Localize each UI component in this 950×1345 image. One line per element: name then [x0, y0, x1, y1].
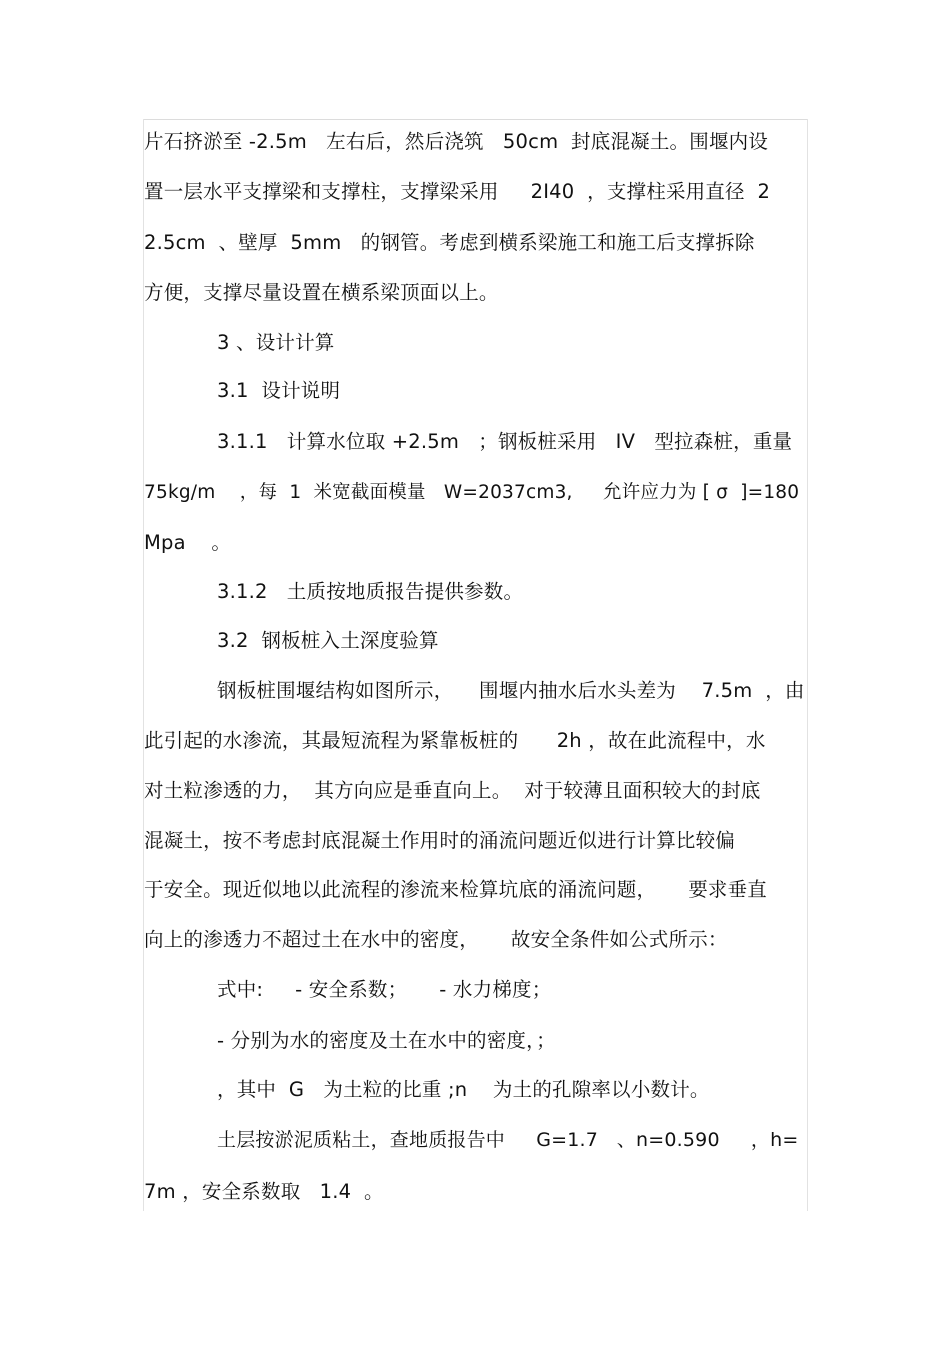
- text-line: ，其中 G 为土粒的比重 ;n 为土的孔隙率以小数计。: [217, 1078, 710, 1101]
- text-line: 置一层水平支撑梁和支撑柱，支撑梁采用 2I40 ，支撑柱采用直径 2: [144, 180, 771, 203]
- text-line: Mpa 。: [144, 531, 232, 554]
- subsection-heading: 3.1 设计说明: [217, 379, 341, 402]
- text-line: 3.1.2 土质按地质报告提供参数。: [217, 580, 524, 603]
- text-line: 75kg/m ，每 1 米宽截面模量 W=2037cm3, 允许应力为 [ σ ]=180: [144, 482, 800, 503]
- page-border-right: [807, 119, 808, 1211]
- text-line: 钢板桩围堰结构如图所示， 围堰内抽水后水头差为 7.5m ，由: [217, 679, 805, 702]
- text-line: 于安全。现近似地以此流程的渗流来检算坑底的涌流问题， 要求垂直: [144, 878, 767, 901]
- text-line: 土层按淤泥质粘土，查地质报告中 G=1.7 、n=0.590 ，h=: [217, 1129, 799, 1151]
- text-line: 式中: - 安全系数； - 水力梯度；: [217, 978, 552, 1001]
- subsection-heading: 3.2 钢板桩入土深度验算: [217, 629, 439, 652]
- text-line: 3.1.1 计算水位取 +2.5m ；钢板桩采用 IV 型拉森桩，重量: [217, 430, 793, 453]
- section-heading: 3 、设计计算: [217, 331, 335, 354]
- text-line: 向上的渗透力不超过土在水中的密度， 故安全条件如公式所示：: [144, 928, 728, 951]
- text-line: 7m ，安全系数取 1.4 。: [144, 1180, 384, 1203]
- text-line: 2.5cm 、壁厚 5mm 的钢管。考虑到横系梁施工和施工后支撑拆除: [144, 231, 755, 254]
- page-border-top: [143, 119, 808, 120]
- text-line: 片石挤淤至 -2.5m 左右后，然后浇筑 50cm 封底混凝土。围堰内设: [144, 130, 769, 153]
- text-line: 此引起的水渗流，其最短流程为紧靠板桩的 2h ，故在此流程中，水: [144, 729, 766, 752]
- text-line: 方便，支撑尽量设置在横系梁顶面以上。: [144, 281, 499, 304]
- text-line: 混凝土，按不考虑封底混凝土作用时的涌流问题近似进行计算比较偏: [144, 829, 736, 852]
- text-line: 对土粒渗透的力， 其方向应是垂直向上。 对于较薄且面积较大的封底: [144, 779, 761, 802]
- text-line: - 分别为水的密度及土在水中的密度，；: [217, 1029, 556, 1052]
